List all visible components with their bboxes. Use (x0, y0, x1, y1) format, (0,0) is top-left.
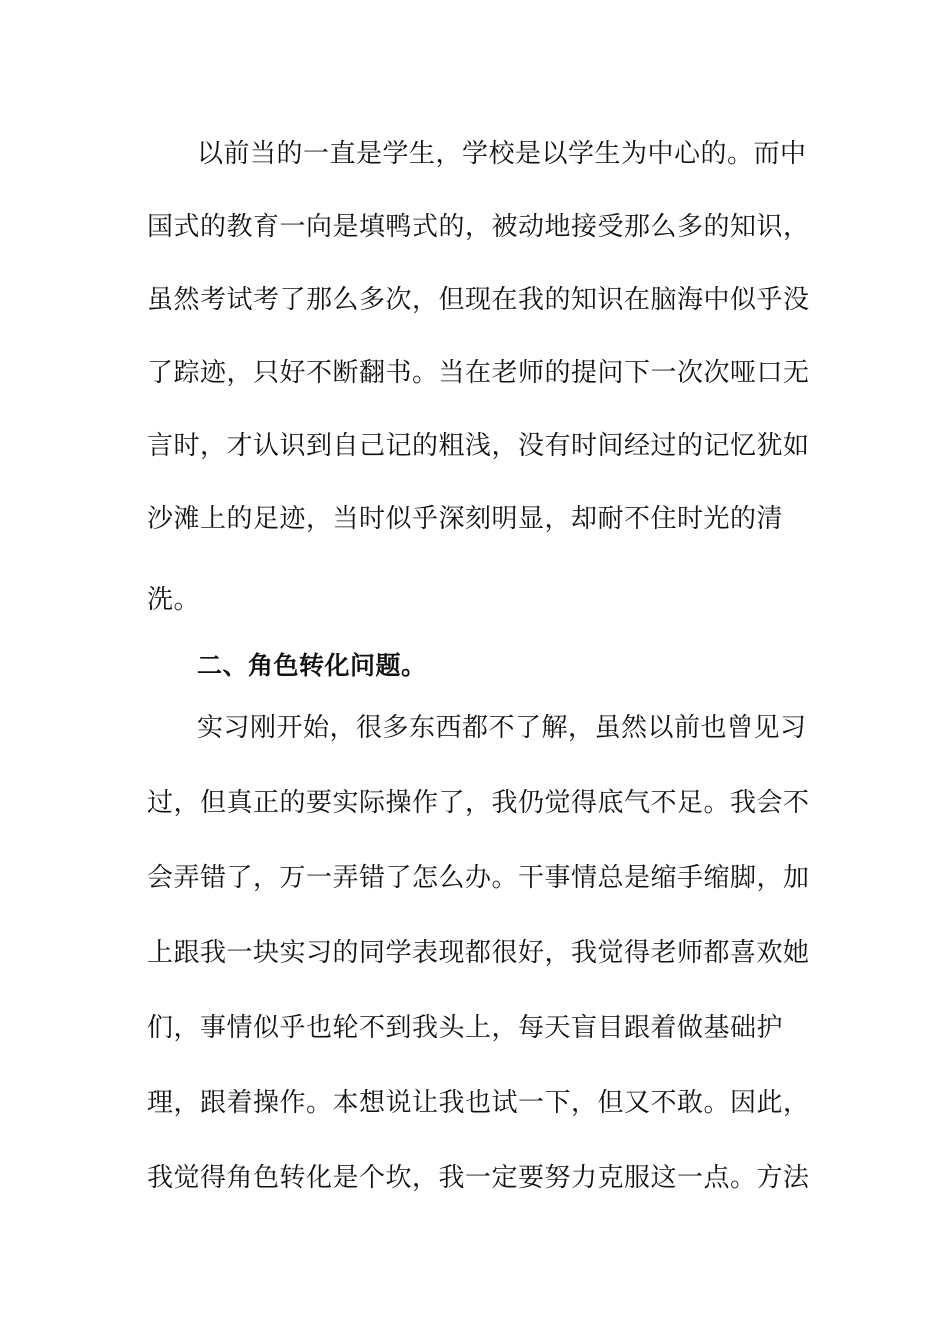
paragraph-2-line-4: 上跟我一块实习的同学表现都很好，我觉得老师都喜欢她 (147, 938, 810, 968)
paragraph-1-line-3: 虽然考试考了那么多次，但现在我的知识在脑海中似乎没 (147, 285, 810, 315)
paragraph-1-line-5: 言时，才认识到自己记的粗浅，没有时间经过的记忆犹如 (147, 431, 810, 461)
paragraph-1-line-4: 了踪迹，只好不断翻书。当在老师的提问下一次次哑口无 (147, 358, 810, 388)
paragraph-2-line-6: 理，跟着操作。本想说让我也试一下，但又不敢。因此， (147, 1088, 810, 1118)
paragraph-1-line-6: 沙滩上的足迹，当时似乎深刻明显，却耐不住时光的清 (147, 504, 784, 534)
paragraph-2-line-3: 会弄错了，万一弄错了怎么办。干事情总是缩手缩脚，加 (147, 863, 810, 893)
section-heading: 二、角色转化问题。 (197, 651, 427, 680)
paragraph-1-line-1: 以前当的一直是学生，学校是以学生为中心的。而中 (197, 139, 807, 169)
paragraph-2-line-7: 我觉得角色转化是个坎，我一定要努力克服这一点。方法 (147, 1163, 810, 1193)
paragraph-1-line-7: 洗。 (147, 585, 201, 615)
paragraph-2-line-1: 实习刚开始，很多东西都不了解，虽然以前也曾见习 (197, 713, 807, 743)
paragraph-2-line-5: 们，事情似乎也轮不到我头上，每天盲目跟着做基础护 (147, 1013, 784, 1043)
paragraph-1-line-2: 国式的教育一向是填鸭式的，被动地接受那么多的知识， (147, 212, 810, 242)
paragraph-2-line-2: 过，但真正的要实际操作了，我仍觉得底气不足。我会不 (147, 788, 810, 818)
